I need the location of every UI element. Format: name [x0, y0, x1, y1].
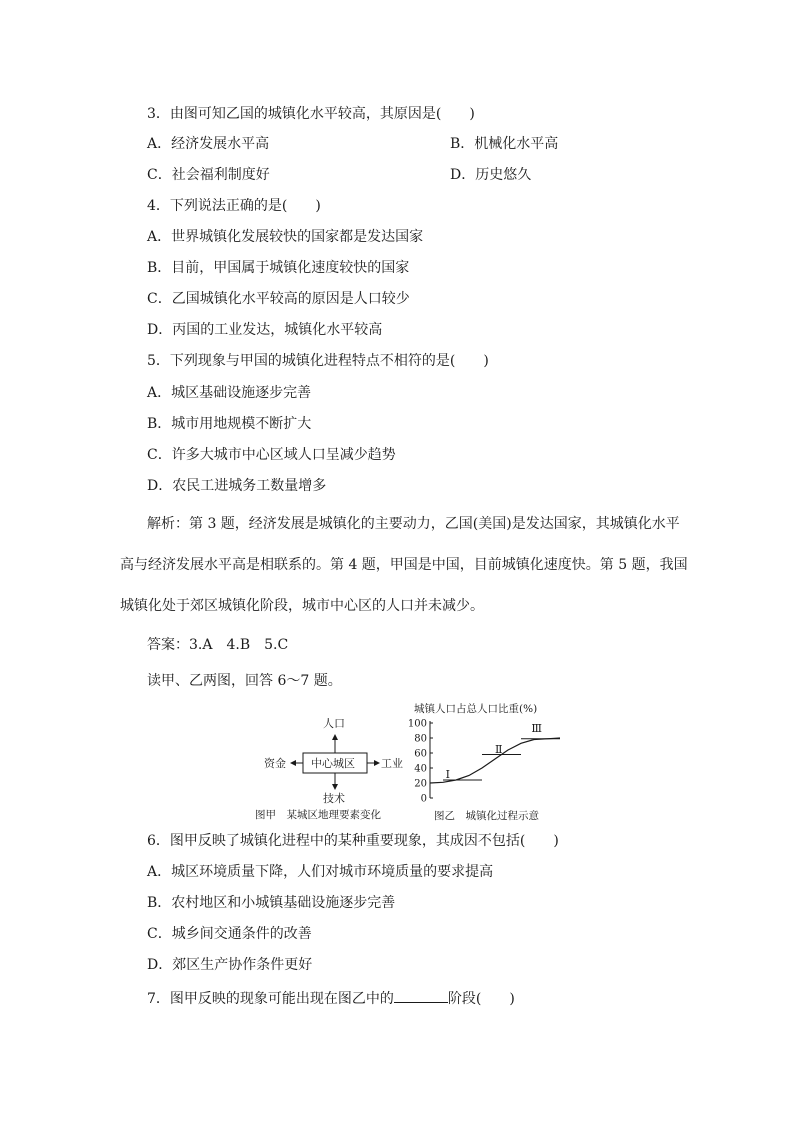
q7-stem	[147, 988, 515, 1008]
q3-option-a: A．经济发展水平高	[147, 136, 270, 152]
top-label: 人口	[323, 717, 345, 730]
q3-option-d: D．历史悠久	[450, 167, 532, 183]
q3-option-c: C．社会福利制度好	[147, 167, 270, 183]
y-tick-label: 40	[414, 763, 427, 775]
q4-stem: 4．下列说法正确的是( )	[147, 198, 321, 214]
q5-option-d: D．农民工进城务工数量增多	[147, 478, 327, 494]
analysis-line-3: 城镇化处于郊区城镇化阶段，城市中心区的人口并未减少。	[120, 598, 484, 614]
q5-option-a: A．城区基础设施逐步完善	[147, 385, 312, 401]
q4-option-c: C．乙国城镇化水平较高的原因是人口较少	[147, 291, 410, 307]
q7-stem-before: 7．图甲反映的现象可能出现在图乙中的	[147, 991, 394, 1007]
q6-option-c: C．城乡间交通条件的改善	[147, 926, 312, 942]
stage-label: Ⅱ	[495, 743, 503, 756]
q7-answer-blank[interactable]	[394, 988, 448, 1003]
q5-stem: 5．下列现象与甲国的城镇化进程特点不相符的是( )	[147, 353, 489, 369]
figure-a-caption: 图甲 某城区地理要素变化	[255, 809, 381, 821]
y-tick-label: 100	[407, 718, 427, 730]
q7-stem-after: 阶段( )	[447, 991, 515, 1007]
analysis-line-1: 解析：第 3 题，经济发展是城镇化的主要动力，乙国(美国)是发达国家，其城镇化水平	[147, 516, 680, 532]
center-label: 中心城区	[311, 757, 355, 770]
q5-option-c: C．许多大城市中心区域人口呈减少趋势	[147, 447, 396, 463]
q3-stem: 3．由图可知乙国的城镇化水平较高，其原因是( )	[147, 106, 475, 122]
stage-label: Ⅲ	[531, 722, 543, 735]
answers: 答案：3.A 4.B 5.C	[147, 637, 289, 653]
intro-text: 读甲、乙两图，回答 6～7 题。	[147, 673, 342, 689]
q6-option-b: B．农村地区和小城镇基础设施逐步完善	[147, 895, 396, 911]
analysis-line-2: 高与经济发展水平高是相联系的。第 4 题，甲国是中国，目前城镇化速度快。第 5 题，我国	[120, 557, 688, 573]
chart-svg	[400, 716, 570, 816]
figure-b	[400, 700, 570, 825]
q5-option-b: B．城市用地规模不断扩大	[147, 416, 312, 432]
figure-b-caption: 图乙 城镇化过程示意	[434, 810, 539, 822]
q6-stem: 6．图甲反映了城镇化进程中的某种重要现象，其成因不包括( )	[147, 833, 559, 849]
bottom-label: 技术	[323, 792, 345, 805]
q4-option-a: A．世界城镇化发展较快的国家都是发达国家	[147, 229, 424, 245]
y-tick-label: 60	[414, 748, 427, 760]
y-tick-label: 0	[420, 793, 427, 805]
figure-a	[255, 715, 415, 825]
q6-option-a: A．城区环境质量下降，人们对城市环境质量的要求提高	[147, 864, 494, 880]
left-label: 资金	[264, 757, 286, 770]
right-label: 工业	[381, 757, 403, 770]
q6-option-d: D．郊区生产协作条件更好	[147, 957, 313, 973]
chart-title: 城镇人口占总人口比重(%)	[414, 703, 538, 715]
q4-option-d: D．丙国的工业发达，城镇化水平较高	[147, 322, 383, 338]
y-tick-label: 80	[414, 733, 427, 745]
y-tick-label: 20	[414, 778, 427, 790]
q3-option-b: B．机械化水平高	[450, 136, 559, 152]
stage-label: Ⅰ	[445, 767, 450, 781]
q4-option-b: B．目前，甲国属于城镇化速度较快的国家	[147, 260, 410, 276]
